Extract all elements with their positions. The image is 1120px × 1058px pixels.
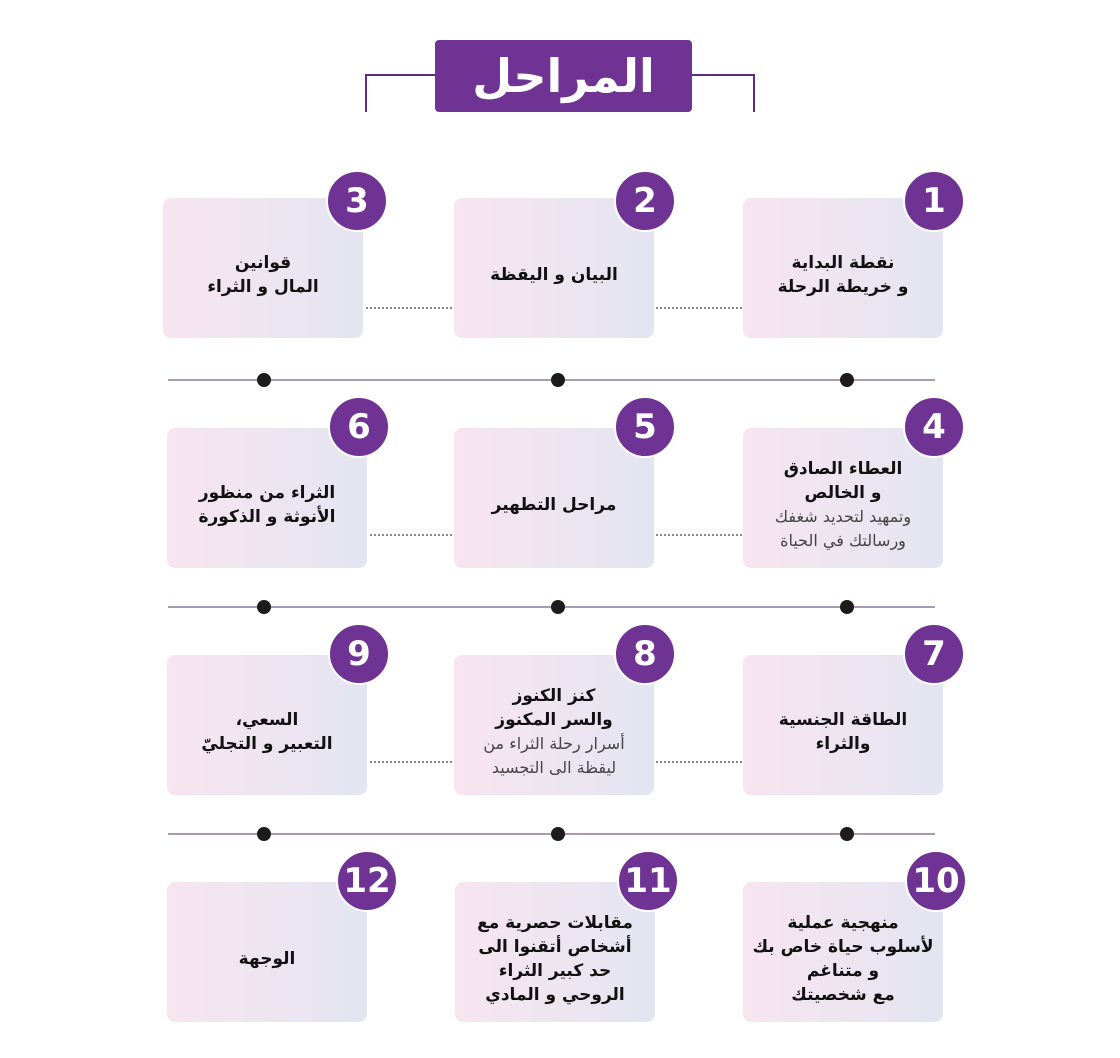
stage-8-number-badge: 8: [614, 623, 676, 685]
timeline-dot: [257, 600, 271, 614]
timeline-dot: [257, 373, 271, 387]
stage-6-number-badge: 6: [328, 396, 390, 458]
stage-9-line-1: السعي،: [235, 710, 299, 730]
stage-11-line-4: الروحي و المادي: [485, 985, 625, 1005]
timeline-dot: [551, 600, 565, 614]
timeline-dot: [840, 827, 854, 841]
stage-11-number-badge: 11: [617, 850, 679, 912]
stage-1-line-2: و خريطة الرحلة: [777, 277, 909, 297]
stage-11-line-2: أشخاص أتقنوا الى: [478, 937, 632, 957]
stage-1-line-1: نقطة البداية: [791, 253, 895, 273]
stage-8-line-2: والسر المكنوز: [495, 710, 613, 730]
stage-3-number-badge: 3: [326, 170, 388, 232]
timeline-dot: [840, 600, 854, 614]
stage-10-line-4: مع شخصيتك: [791, 985, 895, 1005]
timeline-dot: [551, 827, 565, 841]
stage-8-line-1: كنز الكنوز: [512, 686, 596, 706]
stage-9-number-badge: 9: [328, 623, 390, 685]
stage-4-number-badge: 4: [903, 396, 965, 458]
stage-3-line-1: قوانين: [234, 253, 292, 273]
connector-dots: [656, 761, 742, 763]
connector-dots: [366, 307, 452, 309]
stage-4-line-1: العطاء الصادق: [783, 459, 903, 479]
stage-11-line-1: مقابلات حصرية مع: [477, 913, 633, 933]
stage-8-sub-2: ليقظة الى التجسيد: [491, 758, 617, 777]
stage-3-line-2: المال و الثراء: [207, 277, 319, 297]
stage-4-line-2: و الخالص: [804, 483, 882, 503]
stage-10-line-3: و متناغم: [806, 961, 880, 981]
stage-7-line-2: والثراء: [815, 734, 871, 754]
connector-dots: [656, 534, 742, 536]
stage-card-10: [743, 882, 943, 1022]
connector-dots: [370, 534, 452, 536]
stage-8-sub-1: أسرار رحلة الثراء من: [483, 734, 625, 753]
stage-12-number-badge: 12: [336, 850, 398, 912]
timeline-dot: [551, 373, 565, 387]
stage-12-line-1: الوجهة: [238, 949, 296, 969]
connector-dots: [370, 761, 452, 763]
stage-9-line-2: التعبير و التجليّ: [201, 734, 333, 754]
stage-10-number-badge: 10: [905, 850, 967, 912]
timeline-dot: [840, 373, 854, 387]
connector-dots: [656, 307, 742, 309]
page-title: المراحل: [435, 40, 692, 112]
stage-2-number-badge: 2: [614, 170, 676, 232]
stage-2-line-1: البيان و اليقظة: [490, 265, 618, 285]
stage-10-line-2: لأسلوب حياة خاص بك: [752, 937, 934, 957]
stage-1-number-badge: 1: [903, 170, 965, 232]
timeline-dot: [257, 827, 271, 841]
stage-6-line-2: الأنوثة و الذكورة: [198, 507, 336, 527]
stage-card-12: [167, 882, 367, 1022]
stage-card-11: [455, 882, 655, 1022]
stage-10-line-1: منهجية عملية: [787, 913, 899, 933]
stage-5-number-badge: 5: [614, 396, 676, 458]
stage-7-line-1: الطاقة الجنسية: [778, 710, 908, 730]
stage-6-line-1: الثراء من منظور: [198, 483, 336, 503]
stage-4-sub-1: وتمهيد لتحديد شغفك: [774, 507, 912, 526]
stage-7-number-badge: 7: [903, 623, 965, 685]
stage-4-sub-2: ورسالتك في الحياة: [780, 531, 906, 550]
stage-11-line-3: حد كبير الثراء: [498, 961, 612, 981]
stage-5-line-1: مراحل التطهير: [491, 495, 617, 515]
